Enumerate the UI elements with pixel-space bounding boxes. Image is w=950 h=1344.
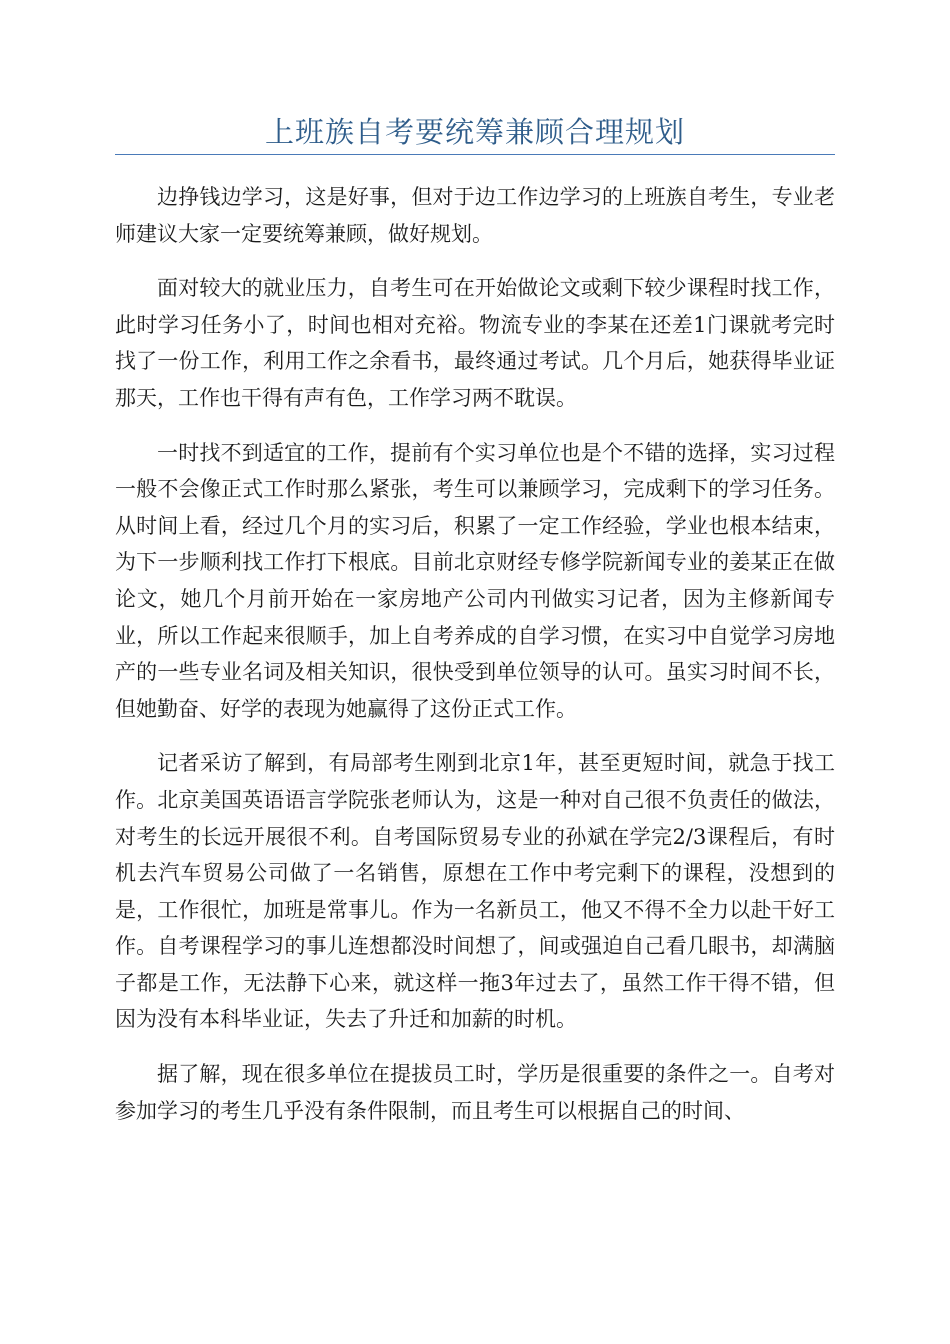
title-underline bbox=[115, 154, 835, 155]
document-title: 上班族自考要统筹兼顾合理规划 bbox=[264, 115, 685, 149]
paragraph-2: 面对较大的就业压力，自考生可在开始做论文或剩下较少课程时找工作，此时学习任务小了，时间也相对充裕。物流专业的李某在还差1门课就考完时找了一份工作，利用工作之余看书，最终通过考试。几个月后，她获得毕业证那天，工作也干得有声有色，工作学习两不耽误。 bbox=[115, 276, 835, 410]
paragraph-5: 据了解，现在很多单位在提拔员工时，学历是很重要的条件之一。自考对参加学习的考生几乎没有条件限制，而且考生可以根据自己的时间、 bbox=[115, 1062, 835, 1123]
document-body bbox=[115, 179, 835, 1147]
paragraph-3: 一时找不到适宜的工作，提前有个实习单位也是个不错的选择，实习过程一般不会像正式工作时那么紧张，考生可以兼顾学习，完成剩下的学习任务。从时间上看，经过几个月的实习后，积累了一定工作经验，学业也根本结束，为下一步顺利找工作打下根底。目前北京财经专修学院新闻专业的姜某正在做论文，她几个月前开始在一家房地产公司内刊做实习记者，因为主修新闻专业，所以工作起来很顺手，加上自考养成的自学习惯，在实习中自觉学习房地产的一些专业名词及相关知识，很快受到单位领导的认可。虽实习时间不长，但她勤奋、好学的表现为她赢得了这份正式工作。 bbox=[115, 440, 835, 721]
paragraph-1: 边挣钱边学习，这是好事，但对于边工作边学习的上班族自考生，专业老师建议大家一定要统筹兼顾，做好规划。 bbox=[115, 185, 835, 246]
paragraph-4: 记者采访了解到，有局部考生刚到北京1年，甚至更短时间，就急于找工作。北京美国英语语言学院张老师认为，这是一种对自己很不负责任的做法，对考生的长远开展很不利。自考国际贸易专业的孙斌在学完2/3课程后，有时机去汽车贸易公司做了一名销售，原想在工作中考完剩下的课程，没想到的是，工作很忙，加班是常事儿。作为一名新员工，他又不得不全力以赴干好工作。自考课程学习的事儿连想都没时间想了，间或强迫自己看几眼书，却满脑子都是工作，无法静下心来，就这样一拖3年过去了，虽然工作干得不错，但因为没有本科毕业证，失去了升迁和加薪的时机。 bbox=[115, 751, 835, 1032]
